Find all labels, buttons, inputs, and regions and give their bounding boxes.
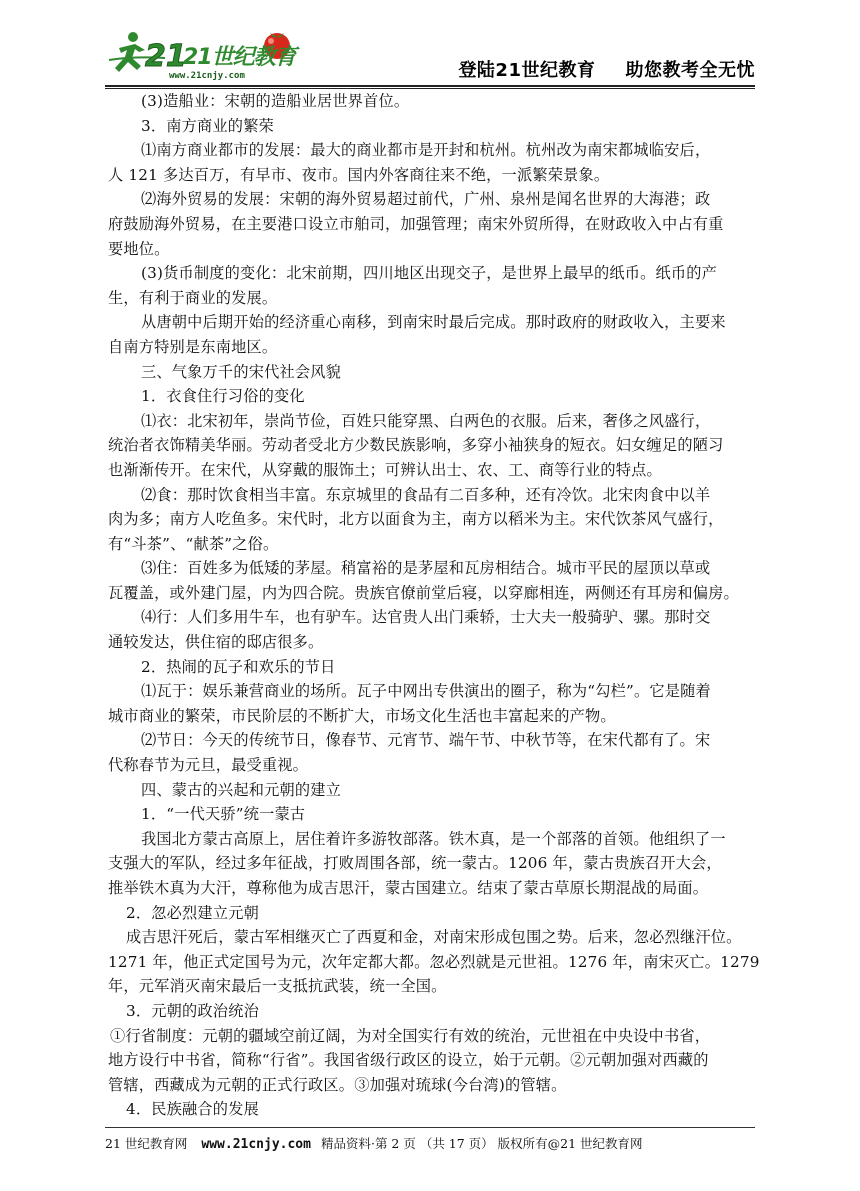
paragraph-line: 推举铁木真为大汗，尊称他为成吉思汗，蒙古国建立。结束了蒙古草原长期混战的局面。	[108, 879, 709, 897]
logo-url-text: www.21cnjy.com	[169, 71, 245, 81]
footer-page-info: 精品资料·第 2 页 （共 17 页） 版权所有@21 世纪教育网	[320, 1136, 643, 1151]
paragraph-line: 人 121 多达百万，有早市、夜市。国内外客商往来不绝，一派繁荣景象。	[108, 165, 610, 184]
section-heading: 2．热闹的瓦子和欢乐的节日	[141, 657, 336, 676]
paragraph-line: 城市商业的繁荣，市民阶层的不断扩大，市场文化生活也丰富起来的产物。	[108, 706, 616, 725]
logo-text: 21世纪教育	[183, 45, 296, 70]
svg-text:21: 21	[145, 39, 187, 74]
site-logo[interactable]	[105, 26, 305, 84]
header-divider	[105, 85, 755, 87]
paragraph-line: ⑵食：那时饮食相当丰富。东京城里的食品有二百多种，还有冷饮。北宋肉食中以羊	[141, 485, 711, 504]
paragraph-line: ⑷行：人们多用牛车，也有驴车。达官贵人出门乘轿，士大夫一般骑驴、骡。那时交	[141, 608, 711, 627]
paragraph-line: 我国北方蒙古高原上，居住着许多游牧部落。铁木真，是一个部落的首领。他组织了一	[141, 829, 726, 848]
paragraph-line: ⑴南方商业都市的发展：最大的商业都市是开封和杭州。杭州改为南宋都城临安后，	[141, 141, 711, 160]
slogan-left: 登陆21世纪教育	[458, 60, 596, 81]
footer-divider	[105, 1127, 755, 1128]
section-heading: 4．民族融合的发展	[126, 1100, 259, 1119]
paragraph-line: 成吉思汗死后，蒙古军相继灭亡了西夏和金，对南宋形成包围之势。后来，忽必烈继汗位。	[126, 928, 742, 947]
paragraph-line: 府鼓励海外贸易，在主要港口设立市舶司，加强管理；南宋外贸所得，在财政收入中占有重	[108, 214, 724, 233]
page-header	[105, 26, 755, 86]
paragraph-line: 从唐朝中后期开始的经济重心南移，到南宋时最后完成。那时政府的财政收入，主要来	[141, 313, 726, 332]
section-heading: 3．元朝的政治统治	[126, 1001, 259, 1020]
paragraph-line: 支强大的军队，经过多年征战，打败周围各部，统一蒙古。1206 年，蒙古贵族召开大会，	[108, 854, 722, 873]
paragraph-line: 1271 年，他正式定国号为元，次年定都大都。忽必烈就是元世祖。1276 年，南宋灭亡。1279	[108, 952, 760, 971]
section-heading: 3．南方商业的繁荣	[141, 116, 274, 135]
paragraph-line: 瓦覆盖，或外建门屋，内为四合院。贵族官僚前堂后寝，以穿廊相连，两侧还有耳房和偏房。	[108, 583, 739, 602]
paragraph-line: 通较发达，供住宿的邸店很多。	[108, 633, 324, 652]
section-heading: 2．忽必烈建立元朝	[126, 903, 259, 922]
paragraph-line: ⑴衣：北宋初年，崇尚节俭，百姓只能穿黑、白两色的衣服。后来，奢侈之风盛行，	[141, 411, 711, 430]
paragraph-line: ①行省制度：元朝的疆域空前辽阔，为对全国实行有效的统治，元世祖在中央设中书省，	[110, 1026, 711, 1045]
chapter-heading: 四、蒙古的兴起和元朝的建立	[141, 780, 342, 799]
paragraph-line: ⑵海外贸易的发展：宋朝的海外贸易超过前代，广州、泉州是闻名世界的大海港；政	[141, 190, 711, 209]
paragraph-line: 肉为多；南方人吃鱼多。宋代时，北方以面食为主，南方以稻米为主。宋代饮茶风气盛行，	[108, 510, 724, 529]
paragraph-line: 管辖，西藏成为元朝的正式行政区。③加强对琉球(今台湾)的管辖。	[108, 1075, 567, 1094]
paragraph-line: 统治者衣饰精美华丽。劳动者受北方少数民族影响，多穿小袖狭身的短衣。妇女缠足的陋习	[108, 436, 724, 455]
paragraph-line: 自南方特别是东南地区。	[108, 337, 278, 356]
paragraph-line: 生，有利于商业的发展。	[108, 288, 278, 307]
footer-url-link[interactable]: www.21cnjy.com	[201, 1137, 311, 1152]
paragraph-line: 要地位。	[108, 239, 170, 258]
paragraph-line: 地方设行中书省，简称“行省”。我国省级行政区的设立，始于元朝。②元朝加强对西藏的	[108, 1051, 709, 1070]
header-slogan	[458, 56, 755, 82]
paragraph-line: ⑶住：百姓多为低矮的茅屋。稍富裕的是茅屋和瓦房相结合。城市平民的屋顶以草或	[141, 559, 711, 578]
paragraph-line: 有“斗茶”、“献茶”之俗。	[108, 534, 279, 553]
paragraph-line: ⑴瓦于：娱乐兼营商业的场所。瓦子中网出专供演出的圈子，称为“勾栏”。它是随着	[141, 682, 711, 701]
section-heading: 1．“一代天骄”统一蒙古	[141, 805, 306, 824]
chapter-heading: 三、气象万千的宋代社会风貌	[141, 362, 342, 381]
paragraph-line: 代称春节为元旦，最受重视。	[108, 756, 309, 775]
section-heading: 1．衣食住行习俗的变化	[141, 387, 305, 406]
paragraph-line: 也渐渐传开。在宋代，从穿戴的服饰土；可辨认出士、农、工、商等行业的特点。	[108, 460, 662, 479]
paragraph-line: (3)造船业：宋朝的造船业居世界首位。	[141, 92, 410, 110]
slogan-right: 助您教考全无忧	[625, 60, 755, 81]
paragraph-line: ⑵节日：今天的传统节日，像春节、元宵节、端午节、中秋节等，在宋代都有了。宋	[141, 731, 711, 750]
paragraph-line: (3)货币制度的变化：北宋前期，四川地区出现交子，是世界上最早的纸币。纸币的产	[141, 264, 718, 283]
body-text	[108, 89, 760, 1122]
paragraph-line: 年，元军消灭南宋最后一支抵抗武装，统一全国。	[108, 977, 447, 996]
page-footer	[105, 1134, 755, 1152]
footer-site: 21 世纪教育网	[105, 1136, 188, 1151]
